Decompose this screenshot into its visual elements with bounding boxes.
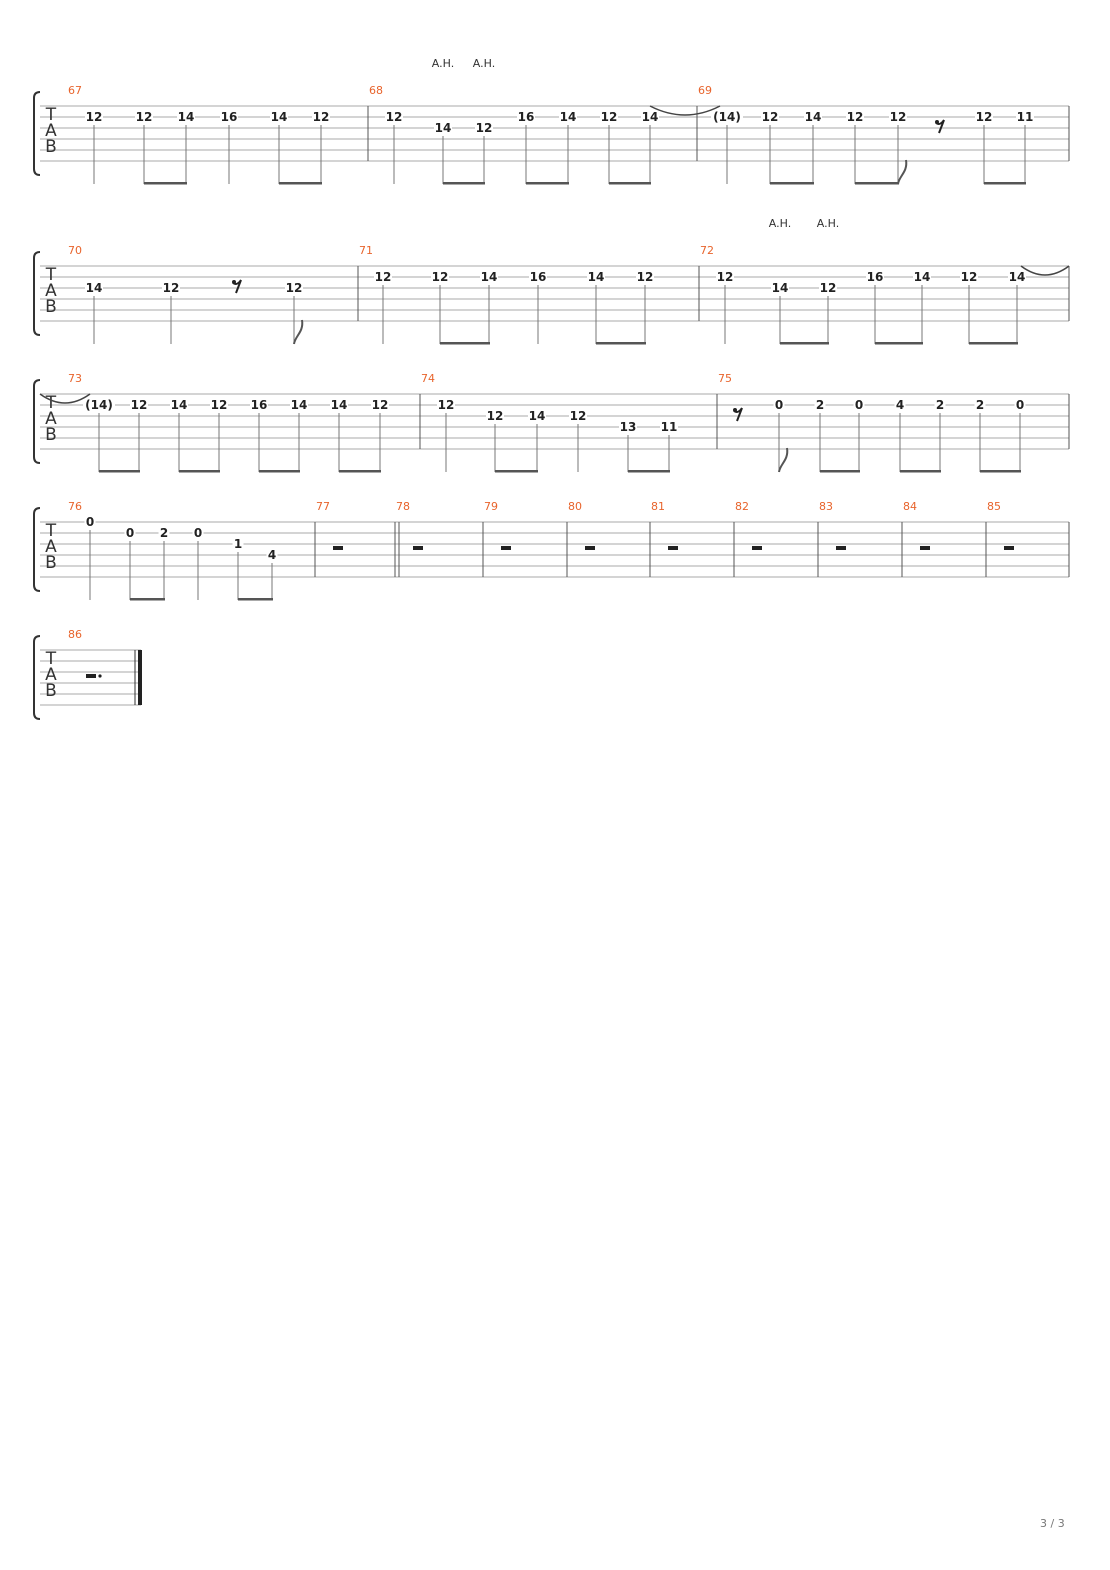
measure-number: 80 xyxy=(568,500,582,513)
tab-clef-letter: B xyxy=(45,553,57,573)
tab-clef-letter: B xyxy=(45,681,57,701)
fret-number: 12 xyxy=(819,281,837,295)
note-beam xyxy=(609,182,651,185)
measure-number: 85 xyxy=(987,500,1001,513)
tab-clef-letter: T xyxy=(45,393,57,413)
tie-arc xyxy=(650,106,720,115)
fret-number: 12 xyxy=(437,398,455,412)
tab-clef-letter: T xyxy=(45,105,57,125)
tie-arc xyxy=(1021,266,1069,275)
tab-clef-letter: B xyxy=(45,297,57,317)
whole-rest xyxy=(413,546,423,550)
note-flag xyxy=(898,160,906,184)
fret-number: 12 xyxy=(636,270,654,284)
fret-number: 16 xyxy=(517,110,535,124)
fret-number: 12 xyxy=(600,110,618,124)
note-beam xyxy=(179,470,220,473)
note-beam xyxy=(900,470,941,473)
fret-number: 12 xyxy=(374,270,392,284)
note-beam xyxy=(443,182,485,185)
note-beam xyxy=(238,598,273,601)
note-beam xyxy=(820,470,860,473)
fret-number: 11 xyxy=(660,420,678,434)
measure-number: 70 xyxy=(68,244,82,257)
final-barline xyxy=(138,650,142,705)
fret-number: 16 xyxy=(220,110,238,124)
measure-number: 81 xyxy=(651,500,665,513)
fret-number: 12 xyxy=(486,409,504,423)
fret-number: (14) xyxy=(713,110,741,124)
fret-number: 2 xyxy=(815,398,825,412)
system-bracket xyxy=(34,252,40,335)
measure-number: 76 xyxy=(68,500,82,513)
note-beam xyxy=(628,470,670,473)
fret-number: 12 xyxy=(846,110,864,124)
fret-number: 12 xyxy=(371,398,389,412)
tab-clef-letter: B xyxy=(45,137,57,157)
eighth-rest-dot xyxy=(232,280,236,284)
whole-rest xyxy=(752,546,762,550)
fret-number: 12 xyxy=(285,281,303,295)
note-beam xyxy=(526,182,569,185)
measure-number: 78 xyxy=(396,500,410,513)
fret-number: 2 xyxy=(975,398,985,412)
fret-number: 12 xyxy=(960,270,978,284)
note-beam xyxy=(259,470,300,473)
note-beam xyxy=(339,470,381,473)
fret-number: 12 xyxy=(475,121,493,135)
measure-number: 79 xyxy=(484,500,498,513)
eighth-rest-dot xyxy=(733,408,737,412)
fret-number: 14 xyxy=(804,110,822,124)
note-beam xyxy=(984,182,1026,185)
fret-number: 12 xyxy=(162,281,180,295)
page-number: 3 / 3 xyxy=(1040,1517,1065,1530)
fret-number: 0 xyxy=(125,526,135,540)
fret-number: 16 xyxy=(250,398,268,412)
fret-number: 0 xyxy=(1015,398,1025,412)
fret-number: 11 xyxy=(1016,110,1034,124)
fret-number: 14 xyxy=(559,110,577,124)
measure-number: 86 xyxy=(68,628,82,641)
tab-clef-letter: A xyxy=(45,281,57,301)
tab-system xyxy=(34,372,1069,473)
fret-number: 14 xyxy=(913,270,931,284)
tab-system xyxy=(34,500,1069,601)
note-beam xyxy=(969,342,1018,345)
fret-number: 12 xyxy=(889,110,907,124)
fret-number: 16 xyxy=(866,270,884,284)
fret-number: 14 xyxy=(270,110,288,124)
note-beam xyxy=(99,470,140,473)
note-beam xyxy=(980,470,1021,473)
measure-number: 84 xyxy=(903,500,917,513)
artificial-harmonic-label: A.H. xyxy=(472,57,496,70)
fret-number: 14 xyxy=(587,270,605,284)
fret-number: 14 xyxy=(177,110,195,124)
fret-number: 14 xyxy=(330,398,348,412)
fret-number: 14 xyxy=(434,121,452,135)
dotted-half-rest xyxy=(86,674,96,678)
fret-number: 12 xyxy=(569,409,587,423)
whole-rest xyxy=(668,546,678,550)
whole-rest xyxy=(920,546,930,550)
fret-number: 0 xyxy=(774,398,784,412)
fret-number: 12 xyxy=(975,110,993,124)
fret-number: 14 xyxy=(290,398,308,412)
artificial-harmonic-label: A.H. xyxy=(768,217,792,230)
fret-number: 1 xyxy=(233,537,243,551)
fret-number: 2 xyxy=(935,398,945,412)
note-flag xyxy=(779,448,787,472)
measure-number: 75 xyxy=(718,372,732,385)
artificial-harmonic-label: A.H. xyxy=(816,217,840,230)
whole-rest xyxy=(333,546,343,550)
rest-dot xyxy=(98,674,101,677)
note-beam xyxy=(130,598,165,601)
fret-number: 14 xyxy=(528,409,546,423)
fret-number: 12 xyxy=(130,398,148,412)
note-beam xyxy=(495,470,538,473)
whole-rest xyxy=(1004,546,1014,550)
tab-clef-letter: A xyxy=(45,537,57,557)
system-bracket xyxy=(34,380,40,463)
tab-system xyxy=(34,217,1069,345)
fret-number: 14 xyxy=(641,110,659,124)
note-beam xyxy=(144,182,187,185)
whole-rest xyxy=(585,546,595,550)
measure-number: 71 xyxy=(359,244,373,257)
measure-number: 83 xyxy=(819,500,833,513)
tab-system xyxy=(34,628,142,719)
system-bracket xyxy=(34,92,40,175)
tab-system xyxy=(34,57,1069,185)
note-beam xyxy=(440,342,490,345)
measure-number: 72 xyxy=(700,244,714,257)
fret-number: 12 xyxy=(385,110,403,124)
note-beam xyxy=(875,342,923,345)
fret-number: 12 xyxy=(716,270,734,284)
note-flag xyxy=(294,320,302,344)
fret-number: (14) xyxy=(85,398,113,412)
fret-number: 12 xyxy=(210,398,228,412)
tab-clef-letter: A xyxy=(45,665,57,685)
fret-number: 14 xyxy=(771,281,789,295)
measure-number: 77 xyxy=(316,500,330,513)
fret-number: 12 xyxy=(85,110,103,124)
measure-number: 68 xyxy=(369,84,383,97)
tab-clef-letter: A xyxy=(45,409,57,429)
fret-number: 14 xyxy=(480,270,498,284)
fret-number: 0 xyxy=(85,515,95,529)
fret-number: 4 xyxy=(267,548,277,562)
note-beam xyxy=(780,342,829,345)
artificial-harmonic-label: A.H. xyxy=(431,57,455,70)
fret-number: 14 xyxy=(170,398,188,412)
eighth-rest-dot xyxy=(935,120,939,124)
fret-number: 2 xyxy=(159,526,169,540)
fret-number: 12 xyxy=(431,270,449,284)
system-bracket xyxy=(34,508,40,591)
tab-clef-letter: B xyxy=(45,425,57,445)
tab-clef-letter: T xyxy=(45,265,57,285)
fret-number: 13 xyxy=(619,420,637,434)
fret-number: 0 xyxy=(854,398,864,412)
note-beam xyxy=(855,182,899,185)
whole-rest xyxy=(836,546,846,550)
fret-number: 12 xyxy=(761,110,779,124)
fret-number: 16 xyxy=(529,270,547,284)
fret-number: 14 xyxy=(85,281,103,295)
measure-number: 74 xyxy=(421,372,435,385)
whole-rest xyxy=(501,546,511,550)
fret-number: 14 xyxy=(1008,270,1026,284)
tab-clef-letter: T xyxy=(45,521,57,541)
measure-number: 67 xyxy=(68,84,82,97)
tab-clef-letter: A xyxy=(45,121,57,141)
fret-number: 12 xyxy=(312,110,330,124)
system-bracket xyxy=(34,636,40,719)
measure-number: 82 xyxy=(735,500,749,513)
fret-number: 12 xyxy=(135,110,153,124)
fret-number: 4 xyxy=(895,398,905,412)
measure-number: 73 xyxy=(68,372,82,385)
note-beam xyxy=(596,342,646,345)
fret-number: 0 xyxy=(193,526,203,540)
measure-number: 69 xyxy=(698,84,712,97)
note-beam xyxy=(770,182,814,185)
tab-clef-letter: T xyxy=(45,649,57,669)
note-beam xyxy=(279,182,322,185)
